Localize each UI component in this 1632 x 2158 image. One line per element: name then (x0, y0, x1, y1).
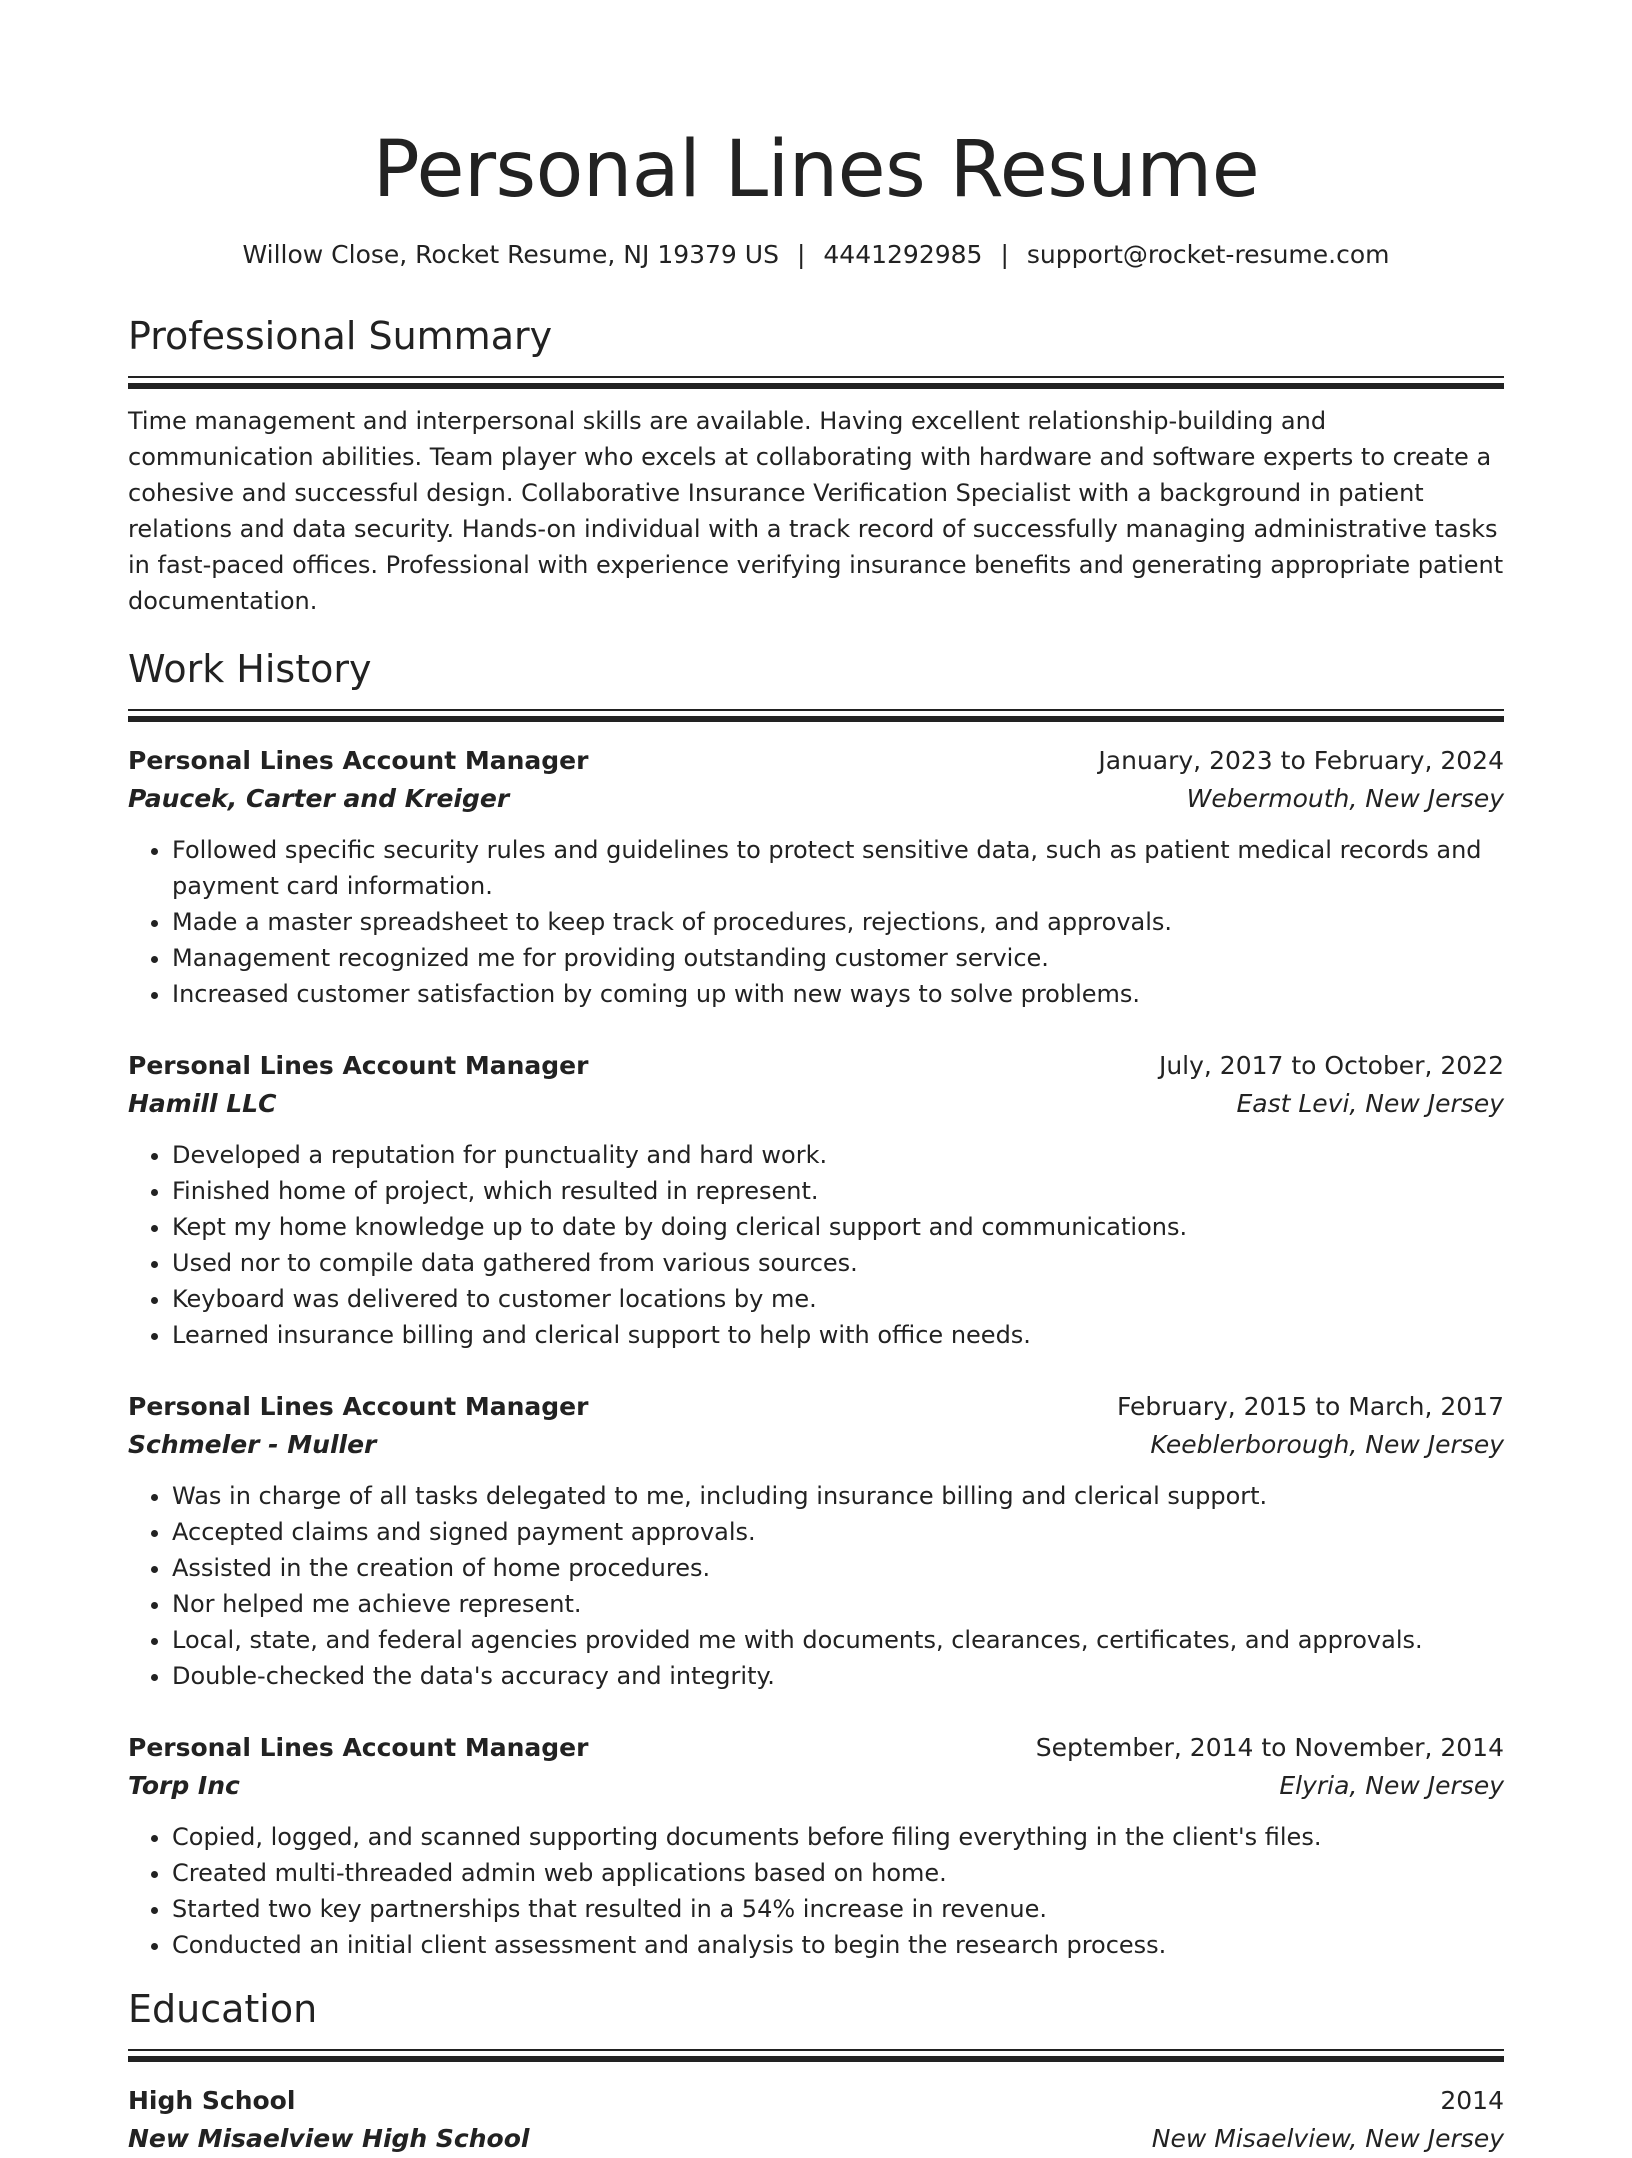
contact-separator: | (1000, 240, 1009, 269)
job-bullet: • Was in charge of all tasks delegated to me, including insurance billing and clerical support. (172, 1478, 1504, 1514)
job-entry (128, 1729, 1504, 1963)
job-bullet: • Management recognized me for providing outstanding customer service. (172, 940, 1504, 976)
job-title: Personal Lines Account Manager (128, 746, 589, 775)
resume-title: Personal Lines Resume (372, 125, 1260, 215)
section-divider (128, 709, 1504, 711)
education-section (128, 1983, 1504, 2158)
job-bullet: • Keyboard was delivered to customer locations by me. (172, 1281, 1504, 1317)
section-heading-work: Work History (128, 647, 372, 691)
job-bullet: • Learned insurance billing and clerical support to help with office needs. (172, 1317, 1504, 1353)
job-title: Personal Lines Account Manager (128, 1733, 589, 1762)
job-entry (128, 742, 1504, 1012)
education-entry (128, 2082, 1504, 2158)
job-location: Keeblerborough, New Jersey (1150, 1430, 1504, 1459)
job-entry (128, 1047, 1504, 1353)
job-bullet: • Started two key partnerships that resulted in a 54% increase in revenue. (172, 1891, 1504, 1927)
job-bullet: • Local, state, and federal agencies provided me with documents, clearances, certificates, and approvals. (172, 1622, 1504, 1658)
job-dates: January, 2023 to February, 2024 (1098, 746, 1504, 775)
job-company: Paucek, Carter and Kreiger (128, 784, 510, 813)
section-divider (128, 2049, 1504, 2051)
education-school: New Misaelview High School (128, 2124, 530, 2153)
professional-summary-section (128, 310, 1504, 619)
job-bullets (128, 1478, 1504, 1694)
job-location: Elyria, New Jersey (1279, 1771, 1504, 1800)
job-bullet: • Assisted in the creation of home procedures. (172, 1550, 1504, 1586)
job-bullet: • Created multi-threaded admin web applications based on home. (172, 1855, 1504, 1891)
job-location: East Levi, New Jersey (1236, 1089, 1504, 1118)
job-company: Hamill LLC (128, 1089, 277, 1118)
job-bullet: • Used nor to compile data gathered from various sources. (172, 1245, 1504, 1281)
job-bullet: • Developed a reputation for punctuality and hard work. (172, 1137, 1504, 1173)
job-dates: July, 2017 to October, 2022 (1158, 1051, 1504, 1080)
work-history-section (128, 643, 1504, 1963)
education-year: 2014 (1440, 2086, 1504, 2115)
job-title: Personal Lines Account Manager (128, 1392, 589, 1421)
job-bullet: • Conducted an initial client assessment and analysis to begin the research process. (172, 1927, 1504, 1963)
summary-text: Time management and interpersonal skills are available. Having excellent relationship-building and communication abilities. Team player who excels at collaborating with hardware and software experts to create a cohesive and successful design. Collaborative Insurance Verification Specialist with a background in patient relations and data security. Hands-on individual with a track record of successfully managing administrative tasks in fast-paced offices. Professional with experience verifying insurance benefits and generating appropriate patient documentation. (128, 407, 1504, 615)
job-bullets (128, 1137, 1504, 1353)
job-bullet: • Finished home of project, which resulted in represent. (172, 1173, 1504, 1209)
education-location: New Misaelview, New Jersey (1151, 2124, 1504, 2153)
section-divider (128, 376, 1504, 378)
job-bullet: • Double-checked the data's accuracy and integrity. (172, 1658, 1504, 1694)
section-divider (128, 2056, 1504, 2062)
education-degree: High School (128, 2086, 296, 2115)
job-bullet: • Kept my home knowledge up to date by doing clerical support and communications. (172, 1209, 1504, 1245)
section-divider (128, 716, 1504, 722)
job-bullets (128, 832, 1504, 1012)
job-company: Torp Inc (128, 1771, 240, 1800)
job-bullets (128, 1819, 1504, 1963)
job-company: Schmeler - Muller (128, 1430, 377, 1459)
section-heading-summary: Professional Summary (128, 314, 553, 358)
contact-email: support@rocket-resume.com (1026, 240, 1390, 269)
contact-address: Willow Close, Rocket Resume, NJ 19379 US (242, 240, 779, 269)
contact-line (128, 238, 1504, 272)
job-dates: September, 2014 to November, 2014 (1035, 1733, 1504, 1762)
job-title: Personal Lines Account Manager (128, 1051, 589, 1080)
job-bullet: • Copied, logged, and scanned supporting documents before filing everything in the client's files. (172, 1819, 1504, 1855)
job-bullet: • Nor helped me achieve represent. (172, 1586, 1504, 1622)
job-bullet: • Followed specific security rules and guidelines to protect sensitive data, such as patient medical records and payment card information. (172, 832, 1504, 904)
contact-phone: 4441292985 (823, 240, 983, 269)
job-bullet: • Increased customer satisfaction by coming up with new ways to solve problems. (172, 976, 1504, 1012)
job-bullet: • Made a master spreadsheet to keep track of procedures, rejections, and approvals. (172, 904, 1504, 940)
job-location: Webermouth, New Jersey (1186, 784, 1504, 813)
job-bullet: • Accepted claims and signed payment approvals. (172, 1514, 1504, 1550)
job-dates: February, 2015 to March, 2017 (1116, 1392, 1504, 1421)
section-divider (128, 383, 1504, 389)
contact-separator: | (796, 240, 806, 269)
job-entry (128, 1388, 1504, 1694)
section-heading-education: Education (128, 1987, 318, 2031)
